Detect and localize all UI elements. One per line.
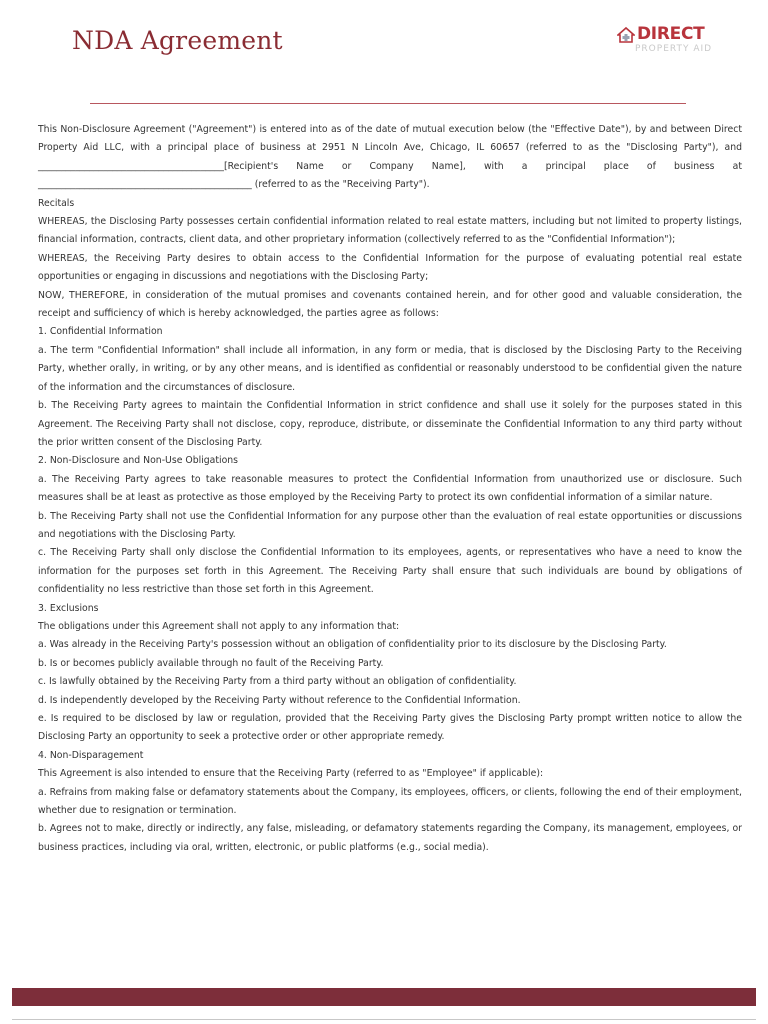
logo-wordmark: DIRECT — [637, 24, 705, 44]
clause-paragraph: a. The Receiving Party agrees to take reasonable measures to protect the Confidential Information from unauthorized use or disclosure. Such measures shall be at least as protective as those employed by the Receiving Party to protect its own confidential information of a similar nature. — [38, 473, 742, 504]
recital-paragraph: WHEREAS, the Receiving Party desires to obtain access to the Confidential Information for the purpose of evaluating potential real estate opportunities or engaging in discussions and negotiations with the Disclosing Party; — [38, 252, 742, 283]
clause-paragraph: The obligations under this Agreement shall not apply to any information that: — [38, 620, 400, 632]
footer-bar — [12, 988, 756, 1006]
clause-paragraph: b. Is or becomes publicly available through no fault of the Receiving Party. — [38, 657, 384, 669]
agreement-body — [38, 121, 742, 857]
clause-paragraph: b. The Receiving Party shall not use the Confidential Information for any purpose other than the evaluation of real estate opportunities or discussions and negotiations with the Disclosing Party. — [38, 510, 742, 540]
clause-paragraph: a. Refrains from making false or defamatory statements about the Company, its employees, officers, or clients, following the end of their employment, whether due to resignation or termination. — [38, 786, 742, 817]
recital-paragraph: WHEREAS, the Disclosing Party possesses certain confidential information related to real estate matters, including but not limited to property listings, financial information, contracts, client data, and other proprietary information (collectively referred to as the "Confidential Information"); — [38, 216, 742, 246]
clause-paragraph: This Agreement is also intended to ensure that the Receiving Party (referred to as "Employee" if applicable): — [38, 768, 544, 780]
section-heading: 1. Confidential Information — [38, 326, 163, 338]
house-cross-icon — [617, 26, 635, 44]
logo-tagline: PROPERTY AID — [635, 44, 713, 54]
company-logo — [617, 24, 727, 60]
section-heading: 2. Non-Disclosure and Non-Use Obligations — [38, 455, 239, 467]
clause-paragraph: c. Is lawfully obtained by the Receiving Party from a third party without an obligation of confidentiality. — [38, 676, 517, 688]
section-heading-recitals: Recitals — [38, 197, 75, 209]
clause-paragraph: a. Was already in the Receiving Party's possession without an obligation of confidentiality prior to its disclosure by the Disclosing Party. — [38, 639, 667, 651]
document-title: NDA Agreement — [72, 26, 283, 55]
intro-paragraph: This Non-Disclosure Agreement ("Agreement") is entered into as of the date of mutual execution below (the "Effective Date"), by and between Direct Property Aid LLC, with a principal place of business at 2951 N Lincoln Ave, Chicago, IL 60657 (referred to as the "Disclosing Party"), and ________________________________________[Recipient's Name or Company Name], with a principal place of business at ______________________________________________ (referred to as the "Receiving Party"). — [38, 124, 742, 191]
section-heading: 3. Exclusions — [38, 602, 99, 614]
recital-paragraph: NOW, THEREFORE, in consideration of the mutual promises and covenants contained herein, and for other good and valuable consideration, the receipt and sufficiency of which is hereby acknowledged, the parties agree as follows: — [38, 289, 742, 320]
title-divider — [90, 103, 686, 104]
clause-paragraph: b. Agrees not to make, directly or indirectly, any false, misleading, or defamatory statements regarding the Company, its management, employees, or business practices, including via oral, written, electronic, or public platforms (e.g., social media). — [38, 823, 742, 853]
footer-divider — [12, 1019, 756, 1020]
clause-paragraph: d. Is independently developed by the Receiving Party without reference to the Confidential Information. — [38, 694, 521, 706]
clause-paragraph: c. The Receiving Party shall only disclose the Confidential Information to its employees, agents, or representatives who have a need to know the information for the purposes set forth in this Agreement. The Receiving Party shall ensure that such individuals are bound by obligations of confidentiality no less restrictive than those set forth in this Agreement. — [38, 547, 742, 596]
clause-paragraph: b. The Receiving Party agrees to maintain the Confidential Information in strict confidence and shall use it solely for the purposes stated in this Agreement. The Receiving Party shall not disclose, copy, reproduce, distribute, or disseminate the Confidential Information to any third party without the prior written consent of the Disclosing Party. — [38, 400, 742, 448]
clause-paragraph: a. The term "Confidential Information" shall include all information, in any form or media, that is disclosed by the Disclosing Party to the Receiving Party, whether orally, in writing, or by any other means, and is identified as confidential or reasonably understood to be confidential given the nature of the information and the circumstances of disclosure. — [38, 344, 742, 393]
clause-paragraph: e. Is required to be disclosed by law or regulation, provided that the Receiving Party gives the Disclosing Party prompt written notice to allow the Disclosing Party an opportunity to seek a protective order or other appropriate remedy. — [38, 713, 742, 743]
section-heading: 4. Non-Disparagement — [38, 749, 144, 761]
